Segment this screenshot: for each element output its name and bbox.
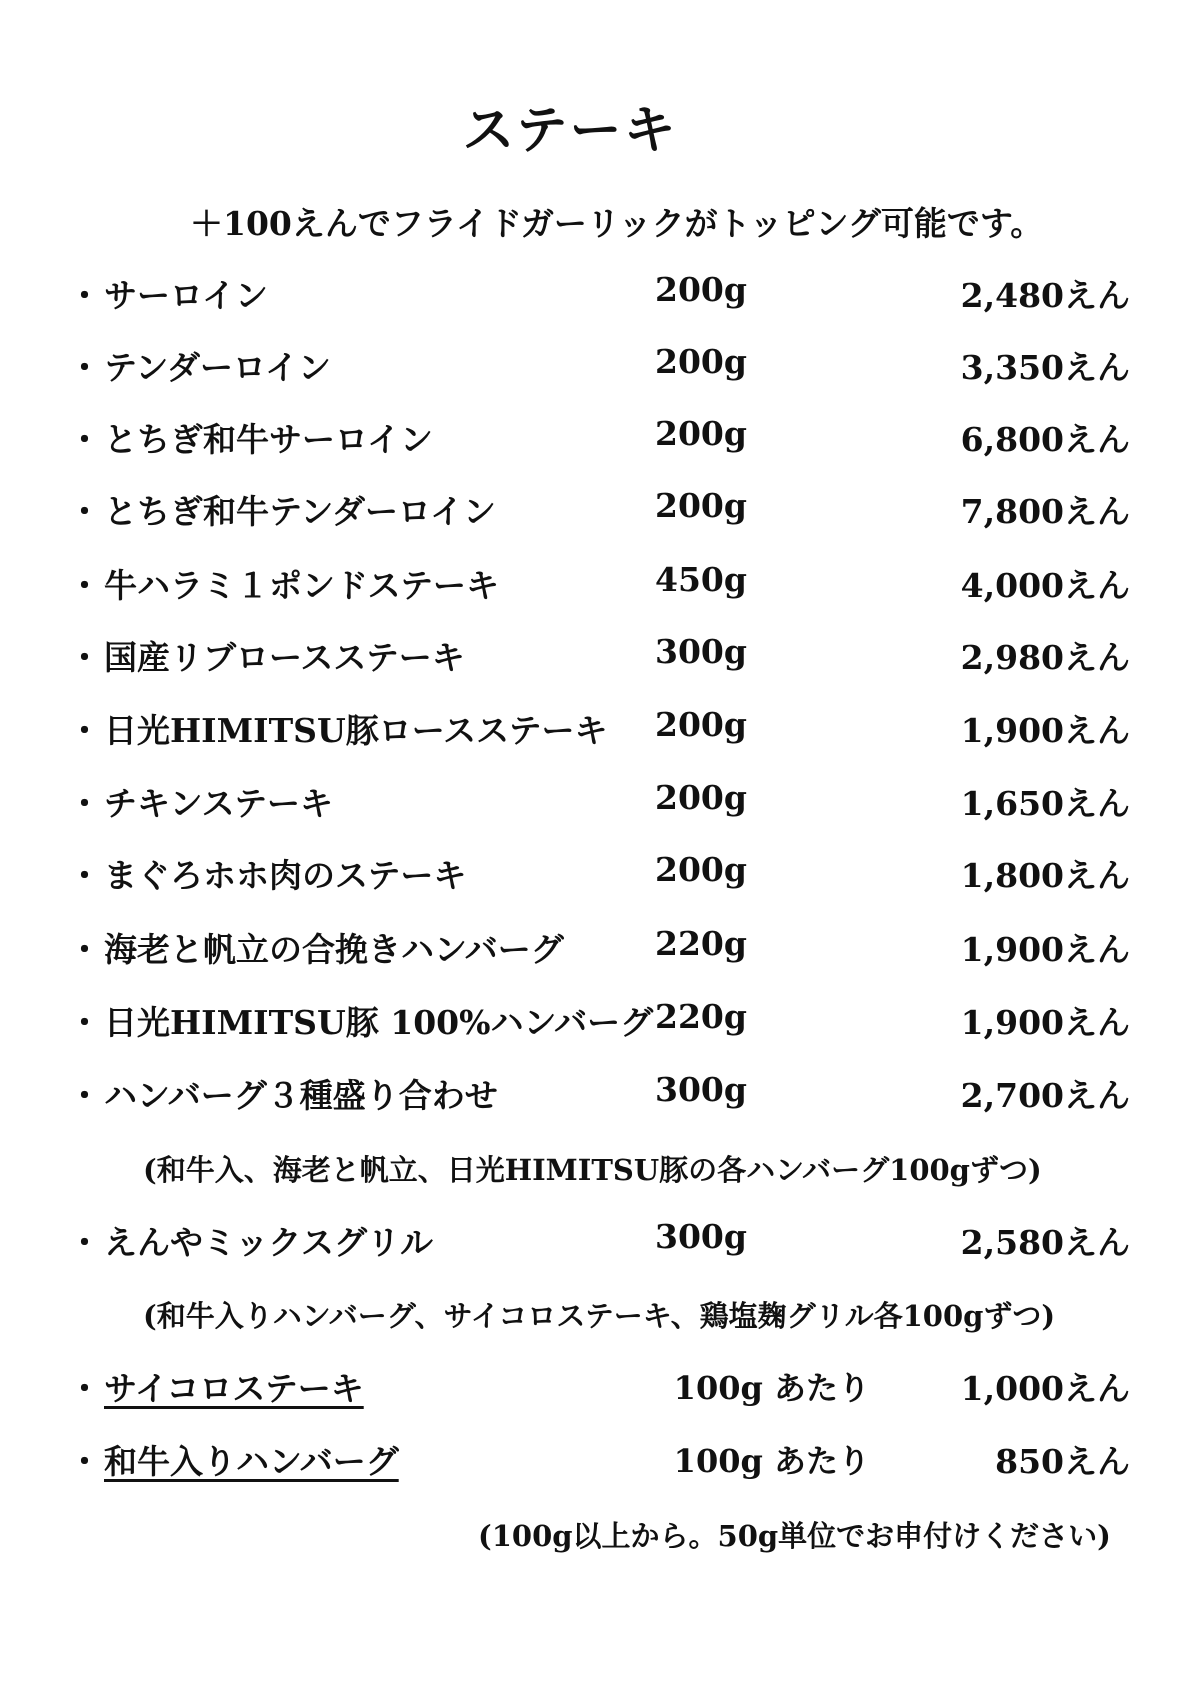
bullet: ・ [68, 1223, 101, 1262]
item-price: 1,900えん [960, 711, 1130, 750]
menu-item [0, 632, 1200, 682]
bullet: ・ [68, 930, 101, 969]
item-price: 1,650えん [960, 784, 1130, 823]
item-weight: 200g [655, 705, 747, 744]
item-name: 日光HIMITSU豚ロースステーキ [104, 711, 608, 750]
menu-item [0, 705, 1200, 755]
item-price: 7,800えん [960, 492, 1130, 531]
item-weight: 200g [655, 342, 747, 381]
item-name: サイコロステーキ [104, 1369, 364, 1408]
bullet: ・ [68, 492, 101, 531]
bullet: ・ [68, 711, 101, 750]
item-weight: 450g [655, 560, 747, 599]
item-price: 2,700えん [960, 1076, 1130, 1115]
item-name: テンダーロイン [104, 348, 332, 387]
bullet: ・ [68, 1003, 101, 1042]
menu-item [0, 486, 1200, 536]
item-weight: 220g [655, 924, 747, 963]
menu-item [0, 850, 1200, 900]
item-weight: 300g [655, 632, 747, 671]
item-price: 1,900えん [960, 930, 1130, 969]
menu-item [0, 997, 1200, 1047]
item-weight: 200g [655, 486, 747, 525]
bullet: ・ [68, 1369, 101, 1408]
mixed-grill-note: (和牛入りハンバーグ、サイコロステーキ、鶏塩麹グリル各100gずつ) [143, 1299, 1056, 1333]
bullet: ・ [68, 856, 101, 895]
menu-item-mixed-grill [0, 1217, 1200, 1267]
item-name: チキンステーキ [104, 784, 334, 823]
item-weight: 200g [655, 850, 747, 889]
item-price: 3,350えん [960, 348, 1130, 387]
menu-item [0, 1070, 1200, 1120]
menu-item-by-weight [0, 1363, 1200, 1413]
bullet: ・ [68, 566, 101, 605]
item-name: 和牛入りハンバーグ [104, 1442, 399, 1481]
item-name: ハンバーグ３種盛り合わせ [104, 1076, 498, 1115]
item-price: 1,800えん [960, 856, 1130, 895]
page-title: ステーキ [462, 101, 678, 161]
bullet: ・ [68, 1442, 101, 1481]
menu-item [0, 342, 1200, 392]
item-name: まぐろホホ肉のステーキ [104, 856, 467, 895]
menu-item [0, 924, 1200, 974]
item-weight: 220g [655, 997, 747, 1036]
item-name: えんやミックスグリル [104, 1223, 434, 1262]
item-price: 2,480えん [960, 276, 1130, 315]
assortment-note: (和牛入、海老と帆立、日光HIMITSU豚の各ハンバーグ100gずつ) [143, 1153, 1042, 1187]
item-weight: 200g [655, 778, 747, 817]
item-name: とちぎ和牛テンダーロイン [104, 492, 497, 531]
item-price: 1,900えん [960, 1003, 1130, 1042]
bullet: ・ [68, 276, 101, 315]
item-name: 牛ハラミ１ポンドステーキ [104, 566, 500, 605]
menu-item [0, 414, 1200, 464]
bullet: ・ [68, 1076, 101, 1115]
item-name: 海老と帆立の合挽きハンバーグ [104, 930, 564, 969]
item-price: 4,000えん [960, 566, 1130, 605]
item-weight: 300g [655, 1217, 747, 1256]
item-price: 1,000えん [960, 1369, 1130, 1408]
item-price: 2,980えん [960, 638, 1130, 677]
item-weight: 200g [655, 414, 747, 453]
item-price: 6,800えん [960, 420, 1130, 459]
menu-item [0, 560, 1200, 610]
item-name: サーロイン [104, 276, 269, 315]
item-unit: 100g あたり [673, 1369, 870, 1407]
menu-item [0, 270, 1200, 320]
item-price: 2,580えん [960, 1223, 1130, 1262]
menu-item [0, 778, 1200, 828]
item-weight: 200g [655, 270, 747, 309]
item-name: 日光HIMITSU豚 100%ハンバーグ [104, 1003, 654, 1042]
topping-note: ＋100えんでフライドガーリックがトッピング可能です。 [190, 204, 1044, 243]
bullet: ・ [68, 348, 101, 387]
order-note: (100g以上から。50g単位でお申付けください) [478, 1519, 1111, 1553]
bullet: ・ [68, 784, 101, 823]
item-price: 850えん [995, 1442, 1130, 1481]
item-weight: 300g [655, 1070, 747, 1109]
menu-item-by-weight [0, 1436, 1200, 1486]
bullet: ・ [68, 420, 101, 459]
item-name: とちぎ和牛サーロイン [104, 420, 434, 459]
item-unit: 100g あたり [673, 1442, 870, 1480]
item-name: 国産リブロースステーキ [104, 638, 465, 677]
bullet: ・ [68, 638, 101, 677]
